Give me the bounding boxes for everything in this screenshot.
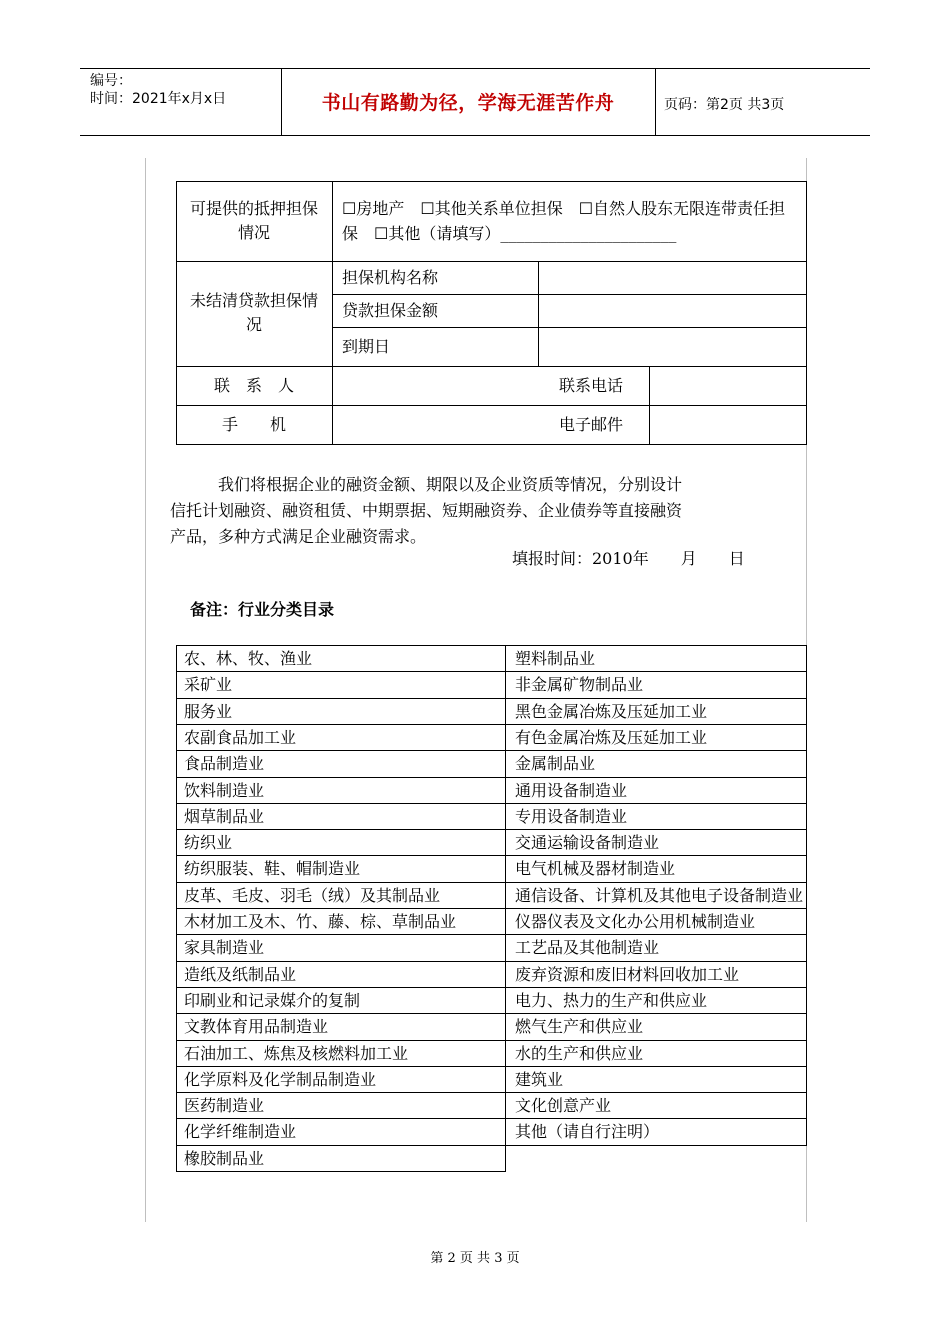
header-top-rule — [80, 68, 870, 69]
industry-left-item: 食品制造业 — [184, 754, 265, 774]
industry-right-item: 工艺品及其他制造业 — [515, 938, 660, 958]
loan-guarantee-label: 未结清贷款担保情况 — [189, 291, 318, 334]
industry-right-item: 交通运输设备制造业 — [515, 833, 660, 853]
industry-left-item: 农、林、牧、渔业 — [184, 649, 313, 668]
industry-right-item: 电力、热力的生产和供应业 — [515, 990, 708, 1010]
guarantor-name-field[interactable] — [539, 262, 805, 293]
industry-right-item: 建筑业 — [515, 1069, 564, 1089]
industry-left-item: 采矿业 — [184, 675, 233, 695]
table-rule — [176, 645, 177, 1171]
industry-left-item: 石油加工、炼焦及核燃料加工业 — [184, 1043, 409, 1063]
industry-right-item: 文化创意产业 — [515, 1096, 612, 1116]
paragraph-line: 信托计划融资、融资租赁、中期票据、短期融资券、企业债券等直接融资 — [170, 501, 683, 520]
collateral-options-other[interactable]: 保 ☐其他（请填写）______________________ — [342, 224, 677, 243]
due-date-label: 到期日 — [342, 337, 391, 356]
contact-phone-field[interactable] — [650, 367, 805, 404]
industry-right-item: 通用设备制造业 — [515, 780, 628, 800]
industry-left-item: 化学纤维制造业 — [184, 1122, 297, 1142]
due-date-field[interactable] — [539, 328, 805, 365]
industry-left-item: 纺织业 — [184, 833, 233, 853]
industry-left-item: 医药制造业 — [184, 1096, 265, 1116]
table-rule — [505, 645, 506, 1171]
mobile-label: 手 机 — [221, 415, 286, 434]
guarantor-name-label: 担保机构名称 — [342, 268, 439, 287]
industry-left-item: 纺织服装、鞋、帽制造业 — [184, 859, 361, 879]
industry-left-item: 皮革、毛皮、羽毛（绒）及其制品业 — [184, 885, 441, 905]
collateral-options[interactable]: ☐房地产 ☐其他关系单位担保 ☐自然人股东无限连带责任担 — [342, 199, 786, 218]
industry-left-item: 文教体育用品制造业 — [184, 1017, 329, 1037]
header-divider — [655, 68, 656, 136]
header-number-label: 编号： — [90, 73, 132, 89]
paragraph-line: 产品，多种方式满足企业融资需求。 — [170, 527, 427, 546]
industry-right-item: 塑料制品业 — [515, 649, 596, 668]
contact-phone-label: 联系电话 — [559, 376, 624, 395]
email-field[interactable] — [650, 406, 805, 443]
industry-right-item: 燃气生产和供应业 — [515, 1017, 644, 1037]
industry-left-item: 烟草制品业 — [184, 806, 265, 826]
page-footer: 第 2 页 共 3 页 — [430, 1251, 520, 1266]
mobile-field[interactable] — [333, 406, 537, 443]
industry-left-item: 印刷业和记录媒介的复制 — [184, 990, 361, 1010]
industry-right-item: 仪器仪表及文化办公用机械制造业 — [515, 912, 756, 931]
header-time-label: 时间：2021年x月x日 — [90, 91, 227, 107]
header-motto: 书山有路勤为径，学海无涯苦作舟 — [321, 92, 615, 114]
collateral-label: 可提供的抵押担保情况 — [189, 199, 318, 242]
table-rule — [176, 777, 807, 778]
industry-right-item: 电气机械及器材制造业 — [515, 859, 676, 879]
industry-left-item: 服务业 — [184, 701, 233, 721]
header-page-info: 页码：第2页 共3页 — [664, 97, 785, 113]
industry-right-item: 非金属矿物制品业 — [515, 675, 644, 695]
industry-right-item: 其他（请自行注明） — [515, 1122, 660, 1142]
contact-person-label: 联 系 人 — [213, 376, 294, 395]
industry-left-item: 农副食品加工业 — [184, 727, 297, 747]
header-bottom-rule — [80, 135, 870, 136]
industry-right-item: 有色金属冶炼及压延加工业 — [515, 727, 708, 747]
guarantee-amount-label: 贷款担保金额 — [342, 301, 439, 320]
industry-left-item: 家具制造业 — [184, 938, 265, 958]
table-rule — [176, 829, 807, 830]
industry-right-item: 黑色金属冶炼及压延加工业 — [515, 701, 708, 721]
financing-paragraph — [170, 472, 786, 550]
table-rule — [176, 698, 807, 699]
industry-left-item: 木材加工及木、竹、藤、棕、草制品业 — [184, 912, 457, 931]
table-rule — [176, 803, 807, 804]
industry-right-item: 废弃资源和废旧材料回收加工业 — [515, 964, 740, 984]
industry-right-item: 金属制品业 — [515, 754, 596, 774]
industry-right-item: 专用设备制造业 — [515, 806, 628, 826]
guarantee-amount-field[interactable] — [539, 295, 805, 326]
email-label: 电子邮件 — [559, 415, 624, 434]
industry-left-item: 造纸及纸制品业 — [184, 964, 297, 984]
industry-left-item: 橡胶制品业 — [184, 1148, 265, 1168]
industry-right-item: 通信设备、计算机及其他电子设备制造业 — [515, 885, 804, 905]
fill-time: 填报时间：2010年 月 日 — [512, 549, 745, 568]
industry-right-item: 水的生产和供应业 — [515, 1043, 644, 1063]
contact-person-field[interactable] — [333, 367, 537, 404]
note-title: 备注：行业分类目录 — [190, 600, 335, 619]
table-rule — [806, 645, 807, 1145]
industry-left-item: 饮料制造业 — [184, 780, 265, 800]
paragraph-line: 我们将根据企业的融资金额、期限以及企业资质等情况，分别设计 — [218, 475, 683, 494]
industry-left-item: 化学原料及化学制品制造业 — [184, 1069, 377, 1089]
page-frame-left — [145, 158, 146, 1222]
